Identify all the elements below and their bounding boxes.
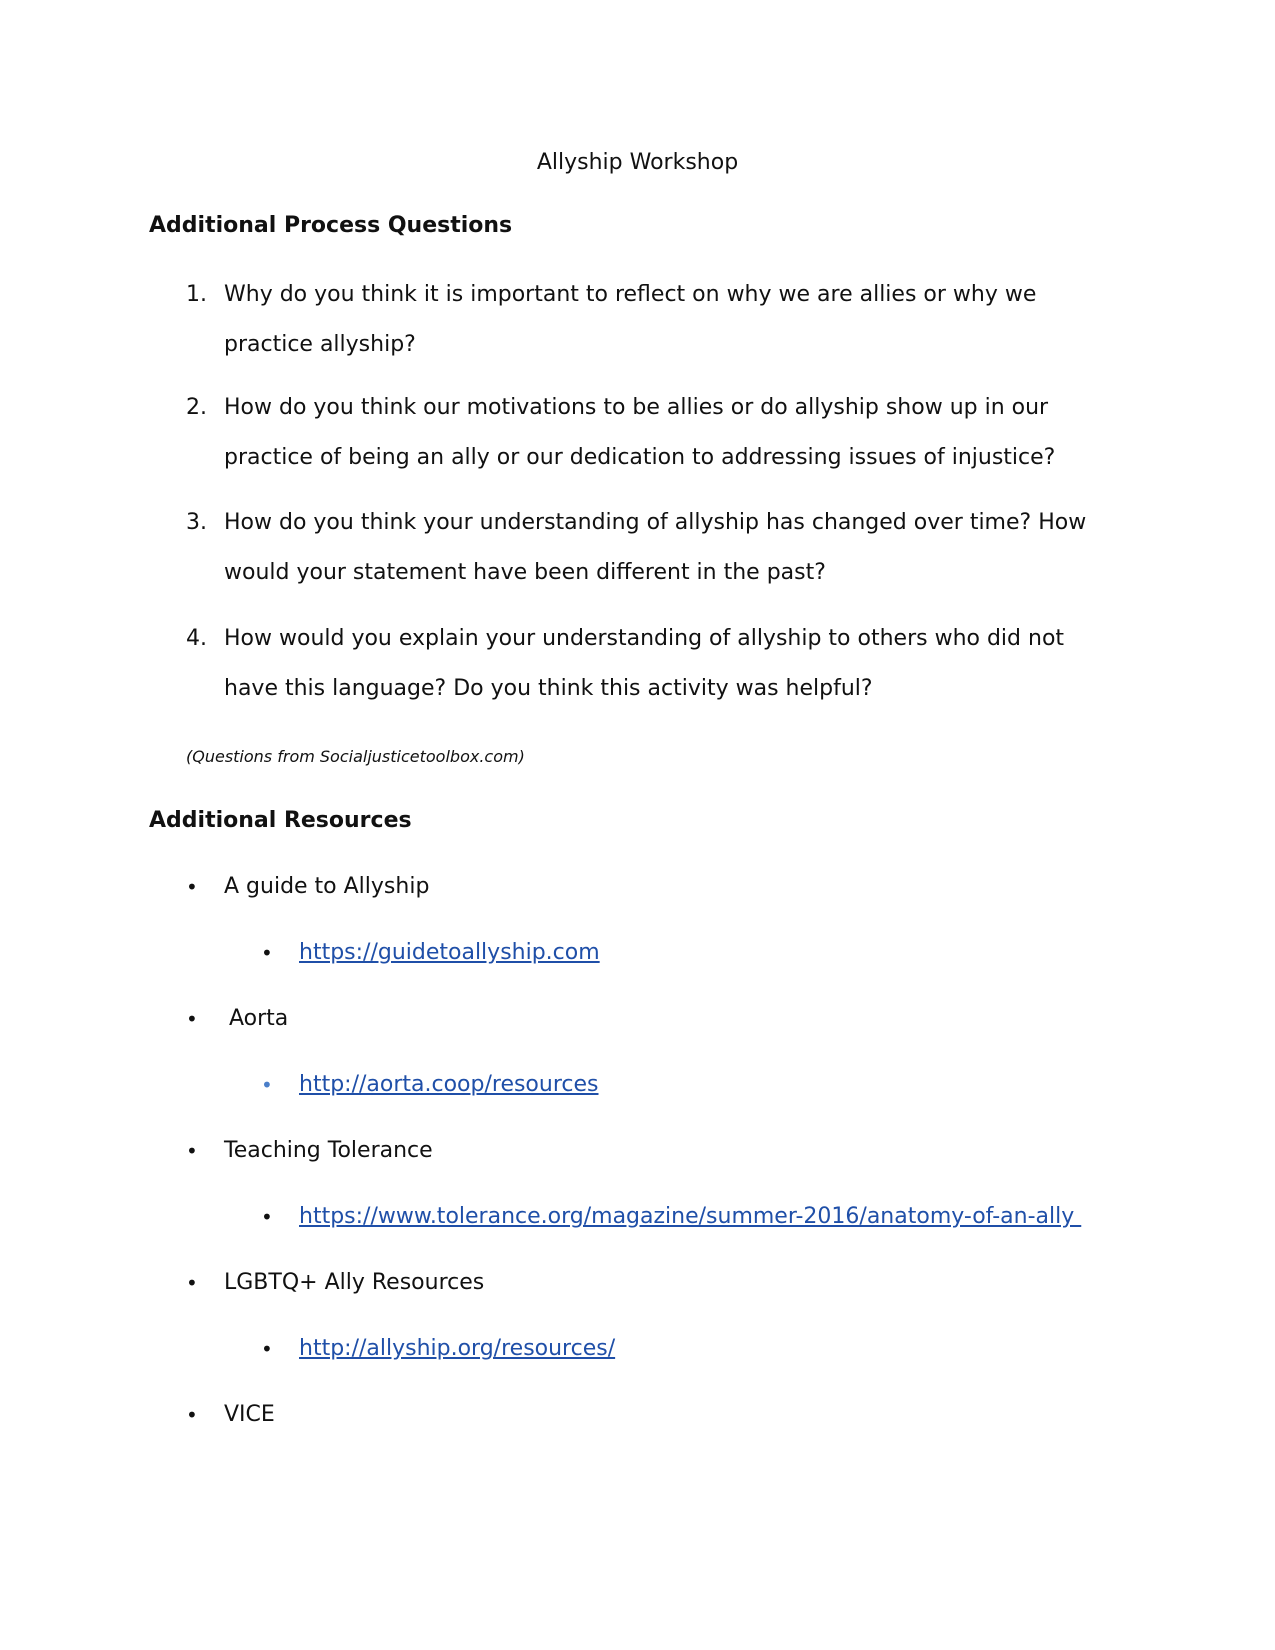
bullet-icon: • xyxy=(186,875,198,899)
question-text: How would you explain your understanding of allyship to others who did not have this language? Do you think this activity was helpful? xyxy=(224,626,1065,701)
question-number: 2. xyxy=(186,395,207,420)
resource-link[interactable]: https://www.tolerance.org/magazine/summer-2016/anatomy-of-an-ally xyxy=(299,1204,1082,1229)
resources-heading: Additional Resources xyxy=(149,808,412,833)
resource-label: Aorta xyxy=(229,1006,289,1031)
question-number: 3. xyxy=(186,510,207,535)
question-text: How do you think your understanding of allyship has changed over time? How would your statement have been different in the past? xyxy=(224,510,1087,585)
bullet-icon: • xyxy=(186,1139,198,1163)
bullet-icon: • xyxy=(261,941,273,965)
question-text: Why do you think it is important to reflect on why we are allies or why we practice allyship? xyxy=(224,282,1037,357)
bullet-icon: • xyxy=(186,1403,198,1427)
bullet-icon: • xyxy=(261,1337,273,1361)
question-number: 1. xyxy=(186,282,207,307)
resource-link[interactable]: http://aorta.coop/resources xyxy=(299,1072,599,1097)
resource-label: A guide to Allyship xyxy=(224,874,430,899)
bullet-icon: • xyxy=(261,1205,273,1229)
bullet-icon: • xyxy=(186,1271,198,1295)
resource-label: Teaching Tolerance xyxy=(224,1138,433,1163)
question-number: 4. xyxy=(186,626,207,651)
questions-attribution: (Questions from Socialjusticetoolbox.com) xyxy=(186,747,525,766)
resource-link[interactable]: http://allyship.org/resources/ xyxy=(299,1336,616,1361)
bullet-icon: • xyxy=(261,1073,273,1097)
question-item xyxy=(186,270,1126,370)
resource-label: LGBTQ+ Ally Resources xyxy=(224,1270,485,1295)
question-text: How do you think our motivations to be allies or do allyship show up in our practice of being an ally or our dedication to addressing issues of injustice? xyxy=(224,395,1056,470)
resource-label: VICE xyxy=(224,1402,275,1427)
process-questions-heading: Additional Process Questions xyxy=(149,213,513,238)
question-item xyxy=(186,614,1126,714)
question-item xyxy=(186,498,1126,598)
bullet-icon: • xyxy=(186,1007,198,1031)
resource-link[interactable]: https://guidetoallyship.com xyxy=(299,940,600,965)
question-item xyxy=(186,383,1126,483)
document-title: Allyship Workshop xyxy=(536,150,739,175)
